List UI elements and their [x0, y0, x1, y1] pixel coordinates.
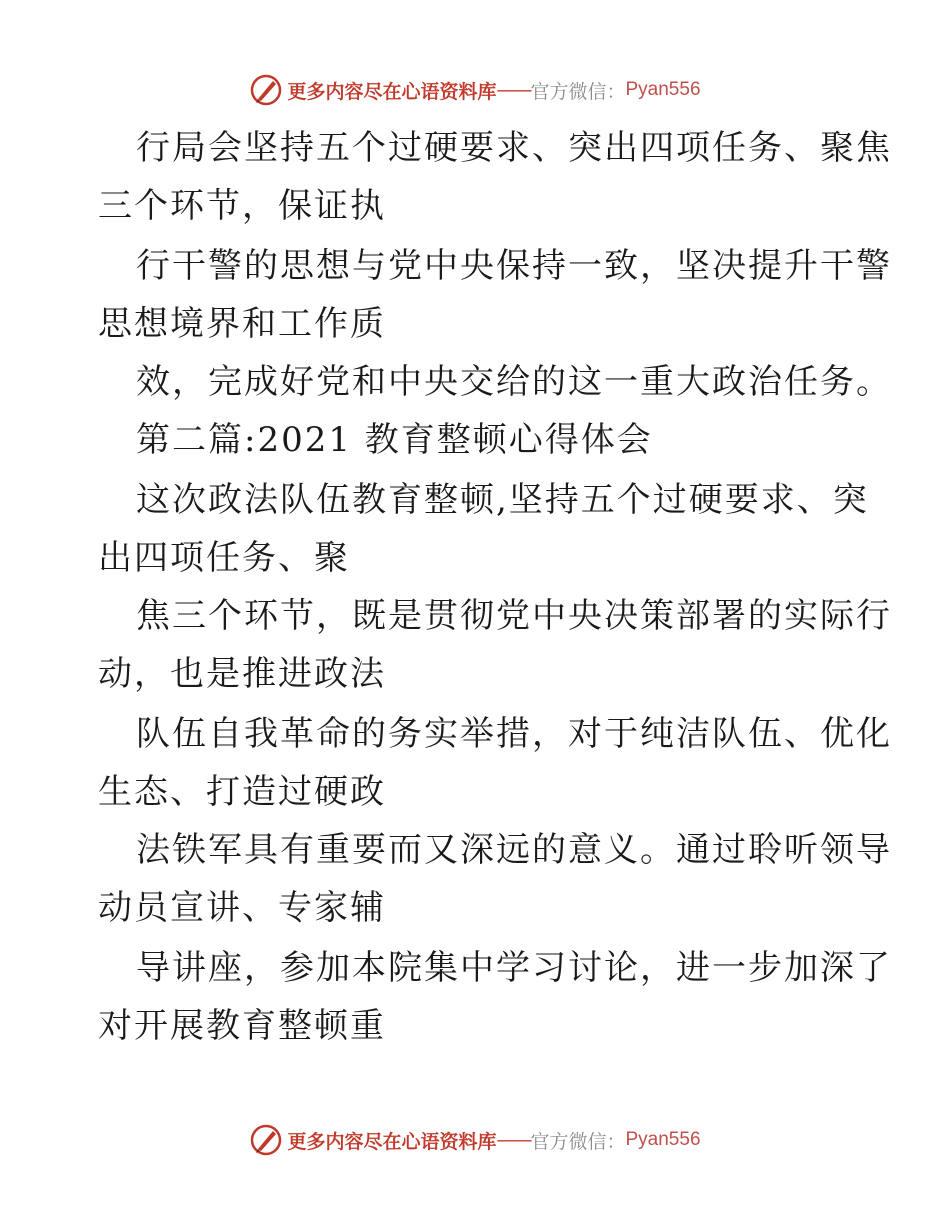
- banner-dash: ——: [496, 1129, 531, 1151]
- banner-wechat-label: 官方微信：: [530, 80, 626, 103]
- banner-brand-text: 更多内容尽在心语资料库: [287, 1130, 497, 1153]
- feather-pen-logo-icon: [249, 1123, 283, 1157]
- banner-brand-text: 更多内容尽在心语资料库: [287, 80, 497, 103]
- text-line: 这次政法队伍教育整顿,坚持五个过硬要求、突: [136, 480, 869, 520]
- text-line: 对开展教育整顿重: [98, 1006, 386, 1046]
- text-line: 行局会坚持五个过硬要求、突出四项任务、聚焦: [136, 128, 892, 168]
- text-line: 导讲座，参加本院集中学习讨论，进一步加深了: [136, 948, 892, 988]
- text-line: 行干警的思想与党中央保持一致，坚决提升干警: [136, 246, 892, 286]
- text-line: 出四项任务、聚: [98, 538, 350, 578]
- text-line: 三个环节，保证执: [98, 186, 386, 226]
- text-line: 动，也是推进政法: [98, 654, 386, 694]
- banner-wechat-id: Pyan556: [625, 1129, 701, 1150]
- banner-dash: ——: [496, 79, 531, 101]
- header-watermark: [0, 70, 950, 110]
- text-line: 焦三个环节，既是贯彻党中央决策部署的实际行: [136, 596, 892, 636]
- text-line: 生态、打造过硬政: [98, 772, 386, 812]
- footer-watermark: [0, 1120, 950, 1160]
- text-line: 动员宣讲、专家辅: [98, 888, 386, 928]
- text-line: 思想境界和工作质: [98, 304, 386, 344]
- section-heading: 第二篇:2021 教育整顿心得体会: [136, 420, 653, 460]
- text-line: 效，完成好党和中央交给的这一重大政治任务。: [136, 362, 892, 402]
- text-line: 队伍自我革命的务实举措，对于纯洁队伍、优化: [136, 714, 892, 754]
- text-line: 法铁军具有重要而又深远的意义。通过聆听领导: [136, 830, 892, 870]
- banner-wechat-id: Pyan556: [625, 79, 701, 100]
- feather-pen-logo-icon: [249, 73, 283, 107]
- banner-wechat-label: 官方微信：: [530, 1130, 626, 1153]
